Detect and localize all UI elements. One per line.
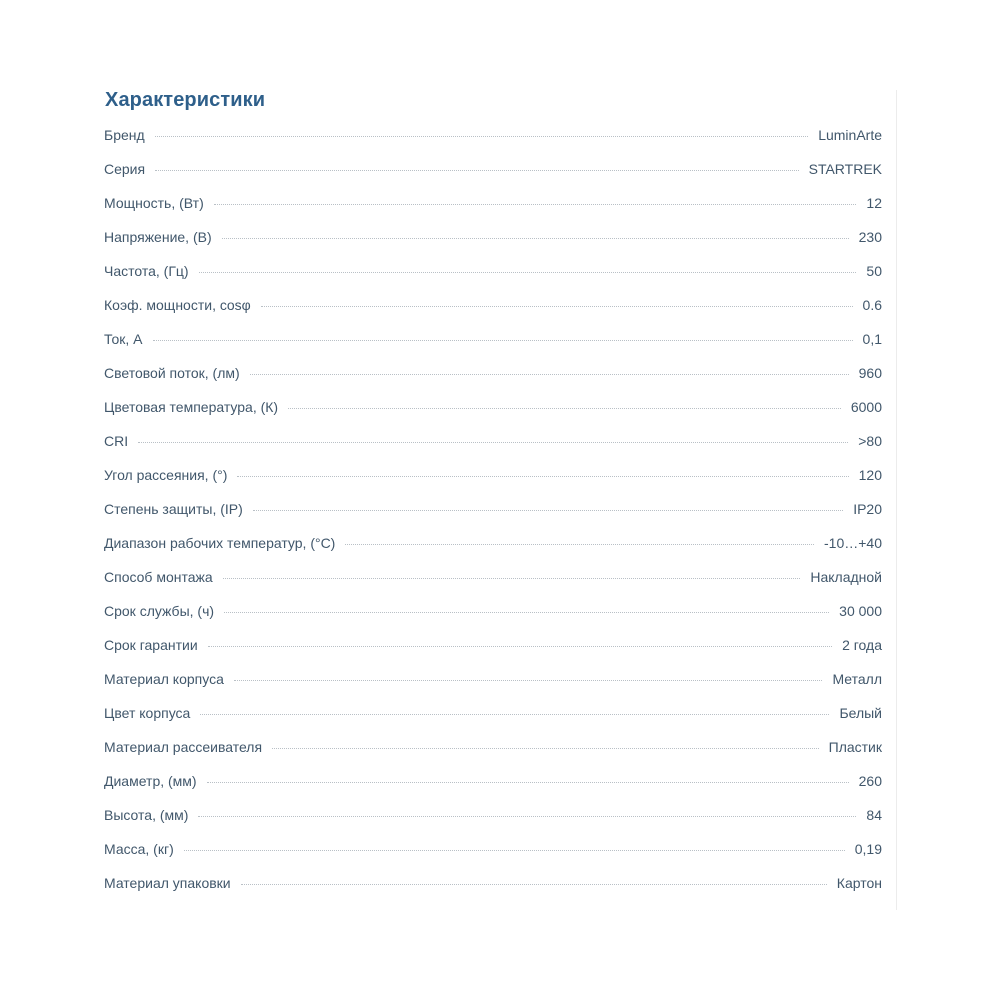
spec-row bbox=[104, 560, 882, 594]
spec-label: Срок гарантии bbox=[104, 637, 198, 653]
dotted-leader bbox=[200, 714, 829, 715]
dotted-leader bbox=[198, 816, 856, 817]
spec-label: Ток, А bbox=[104, 331, 143, 347]
spec-value: 0,1 bbox=[862, 331, 882, 347]
spec-value: Пластик bbox=[828, 739, 882, 755]
spec-row bbox=[104, 458, 882, 492]
spec-label: Мощность, (Вт) bbox=[104, 195, 204, 211]
spec-value: 120 bbox=[858, 467, 882, 483]
spec-row bbox=[104, 764, 882, 798]
dotted-leader bbox=[288, 408, 841, 409]
spec-label: Высота, (мм) bbox=[104, 807, 189, 823]
spec-value: 84 bbox=[866, 807, 882, 823]
spec-row bbox=[104, 798, 882, 832]
dotted-leader bbox=[272, 748, 819, 749]
spec-value: 50 bbox=[866, 263, 882, 279]
spec-value: 260 bbox=[858, 773, 882, 789]
spec-row bbox=[104, 628, 882, 662]
spec-label: Способ монтажа bbox=[104, 569, 213, 585]
dotted-leader bbox=[261, 306, 853, 307]
spec-label: Срок службы, (ч) bbox=[104, 603, 215, 619]
spec-value: STARTREK bbox=[808, 161, 882, 177]
spec-label: Степень защиты, (IP) bbox=[104, 501, 243, 517]
spec-row bbox=[104, 696, 882, 730]
spec-value: Картон bbox=[836, 875, 882, 891]
spec-label: Бренд bbox=[104, 127, 145, 143]
spec-row bbox=[104, 492, 882, 526]
spec-value: Накладной bbox=[810, 569, 882, 585]
dotted-leader bbox=[222, 238, 849, 239]
spec-row bbox=[104, 662, 882, 696]
spec-value: 30 000 bbox=[839, 603, 882, 619]
dotted-leader bbox=[241, 884, 827, 885]
dotted-leader bbox=[223, 578, 801, 579]
spec-row bbox=[104, 186, 882, 220]
spec-label: Серия bbox=[104, 161, 146, 177]
spec-label: Диаметр, (мм) bbox=[104, 773, 197, 789]
spec-row bbox=[104, 322, 882, 356]
spec-label: Световой поток, (лм) bbox=[104, 365, 240, 381]
dotted-leader bbox=[199, 272, 857, 273]
spec-row bbox=[104, 356, 882, 390]
dotted-leader bbox=[153, 340, 853, 341]
dotted-leader bbox=[345, 544, 814, 545]
spec-value: LuminArte bbox=[818, 127, 882, 143]
spec-row bbox=[104, 424, 882, 458]
spec-value: 12 bbox=[866, 195, 882, 211]
dotted-leader bbox=[155, 136, 809, 137]
spec-value: 6000 bbox=[850, 399, 882, 415]
spec-value: Белый bbox=[839, 705, 882, 721]
spec-value: Металл bbox=[832, 671, 882, 687]
spec-label: Цвет корпуса bbox=[104, 705, 191, 721]
spec-row bbox=[104, 730, 882, 764]
spec-value: IP20 bbox=[853, 501, 882, 517]
spec-label: Материал рассеивателя bbox=[104, 739, 263, 755]
spec-label: Угол рассеяния, (°) bbox=[104, 467, 228, 483]
panel-divider bbox=[896, 90, 897, 910]
spec-label: Материал упаковки bbox=[104, 875, 231, 891]
spec-value: 230 bbox=[858, 229, 882, 245]
spec-value: 0,19 bbox=[854, 841, 882, 857]
dotted-leader bbox=[253, 510, 843, 511]
spec-label: Диапазон рабочих температур, (°С) bbox=[104, 535, 336, 551]
spec-row bbox=[104, 866, 882, 900]
spec-value: 960 bbox=[858, 365, 882, 381]
spec-label: Напряжение, (В) bbox=[104, 229, 212, 245]
spec-row bbox=[104, 594, 882, 628]
page-title: Характеристики bbox=[105, 89, 266, 111]
dotted-leader bbox=[250, 374, 849, 375]
spec-label: Материал корпуса bbox=[104, 671, 224, 687]
spec-row bbox=[104, 152, 882, 186]
spec-row bbox=[104, 288, 882, 322]
dotted-leader bbox=[237, 476, 848, 477]
spec-value: 0.6 bbox=[862, 297, 882, 313]
spec-row bbox=[104, 254, 882, 288]
spec-row bbox=[104, 526, 882, 560]
spec-label: Цветовая температура, (К) bbox=[104, 399, 279, 415]
spec-label: Частота, (Гц) bbox=[104, 263, 189, 279]
dotted-leader bbox=[138, 442, 848, 443]
spec-value: 2 года bbox=[842, 637, 882, 653]
spec-row bbox=[104, 390, 882, 424]
spec-value: >80 bbox=[858, 433, 882, 449]
dotted-leader bbox=[207, 782, 849, 783]
spec-value: -10…+40 bbox=[824, 535, 882, 551]
dotted-leader bbox=[208, 646, 832, 647]
spec-label: Коэф. мощности, cosφ bbox=[104, 297, 251, 313]
dotted-leader bbox=[155, 170, 799, 171]
spec-row bbox=[104, 832, 882, 866]
dotted-leader bbox=[214, 204, 857, 205]
spec-row bbox=[104, 220, 882, 254]
specifications-list bbox=[104, 118, 882, 900]
spec-label: Масса, (кг) bbox=[104, 841, 174, 857]
spec-label: CRI bbox=[104, 433, 129, 449]
dotted-leader bbox=[184, 850, 845, 851]
dotted-leader bbox=[224, 612, 829, 613]
spec-row bbox=[104, 118, 882, 152]
dotted-leader bbox=[234, 680, 823, 681]
